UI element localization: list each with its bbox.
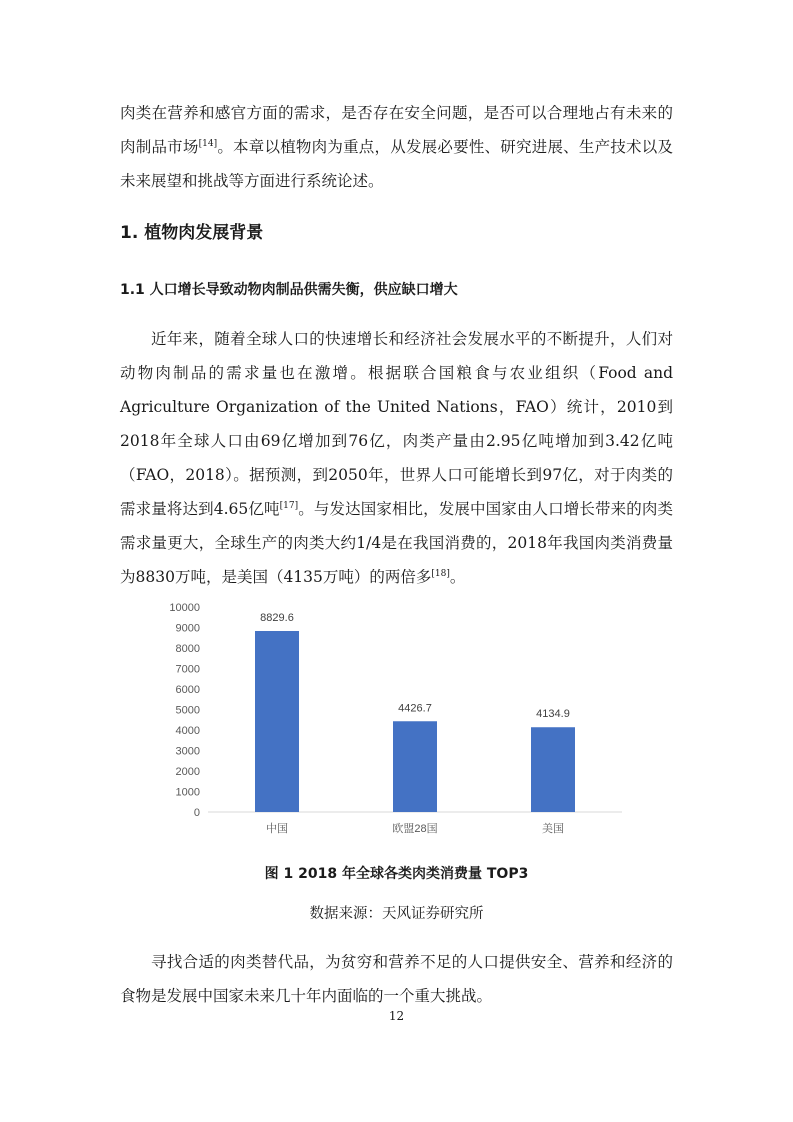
citation-14: [14] [198, 139, 218, 149]
bar [255, 631, 299, 812]
y-tick-label: 6000 [175, 684, 200, 696]
citation-17: [17] [279, 501, 299, 511]
data-label: 8829.6 [260, 611, 294, 624]
y-tick-label: 9000 [175, 622, 200, 635]
paragraph-1-text-b: 。本章以植物肉为重点，从发展必要性、研究进展、生产技术以及未来展望和挑战等方面进行系统论述。 [120, 138, 673, 190]
y-tick-label: 10000 [169, 602, 200, 614]
y-axis-ticks [169, 602, 200, 819]
paragraph-2 [120, 322, 673, 594]
x-axis-ticks [266, 821, 564, 835]
data-label: 4426.7 [398, 702, 432, 715]
paragraph-2-text-a: 近年来，随着全球人口的快速增长和经济社会发展水平的不断提升，人们对动物肉制品的需求量也在激增。根据联合国粮食与农业组织（Food and Agriculture Organization of the United Nations，FAO）统计，2010到2018年全球人口由69亿增加到76亿，肉类产量由2.95亿吨增加到3.42亿吨（FAO，2018）。据预测，到2050年，世界人口可能增长到97亿，对于肉类的需求量将达到4.65亿吨 [120, 330, 673, 518]
y-tick-label: 1000 [175, 786, 200, 799]
bar [531, 727, 575, 812]
page-number: 12 [388, 1009, 405, 1023]
y-tick-label: 0 [193, 807, 200, 819]
data-labels-group [260, 612, 570, 720]
x-tick-label: 中国 [266, 823, 288, 835]
citation-18: [18] [431, 569, 450, 579]
data-label: 4134.9 [536, 708, 570, 721]
paragraph-2-text-c: 。 [449, 568, 466, 586]
figure-source: 数据来源：天风证券研究所 [309, 906, 484, 922]
paragraph-1 [120, 96, 673, 198]
y-tick-label: 8000 [175, 643, 200, 655]
x-tick-label: 欧盟28国 [392, 823, 438, 835]
y-tick-label: 2000 [175, 766, 200, 778]
subsection-heading: 1.1 人口增长导致动物肉制品供需失衡，供应缺口增大 [120, 282, 458, 298]
bar [393, 721, 437, 812]
y-tick-label: 4000 [175, 725, 200, 737]
paragraph-2-text-b: 。与发达国家相比，发展中国家由人口增长带来的肉类需求量更大，全球生产的肉类大约1/4是在我国消费的，2018年我国肉类消费量为8830万吨，是美国（4135万吨）的两倍多 [120, 500, 673, 586]
bar-chart [150, 595, 630, 845]
paragraph-1-text-a: 肉类在营养和感官方面的需求，是否存在安全问题，是否可以合理地占有未来的肉制品市场 [120, 104, 673, 156]
paragraph-3: 寻找合适的肉类替代品，为贫穷和营养不足的人口提供安全、营养和经济的食物是发展中国家未来几十年内面临的一个重大挑战。 [120, 953, 673, 1005]
y-tick-label: 7000 [175, 663, 200, 676]
x-tick-label: 美国 [542, 823, 564, 835]
section-heading: 1. 植物肉发展背景 [120, 223, 264, 243]
figure-caption: 图 1 2018 年全球各类肉类消费量 TOP3 [264, 866, 529, 882]
y-tick-label: 3000 [175, 745, 200, 758]
bars-group [255, 631, 575, 812]
y-tick-label: 5000 [175, 704, 200, 717]
